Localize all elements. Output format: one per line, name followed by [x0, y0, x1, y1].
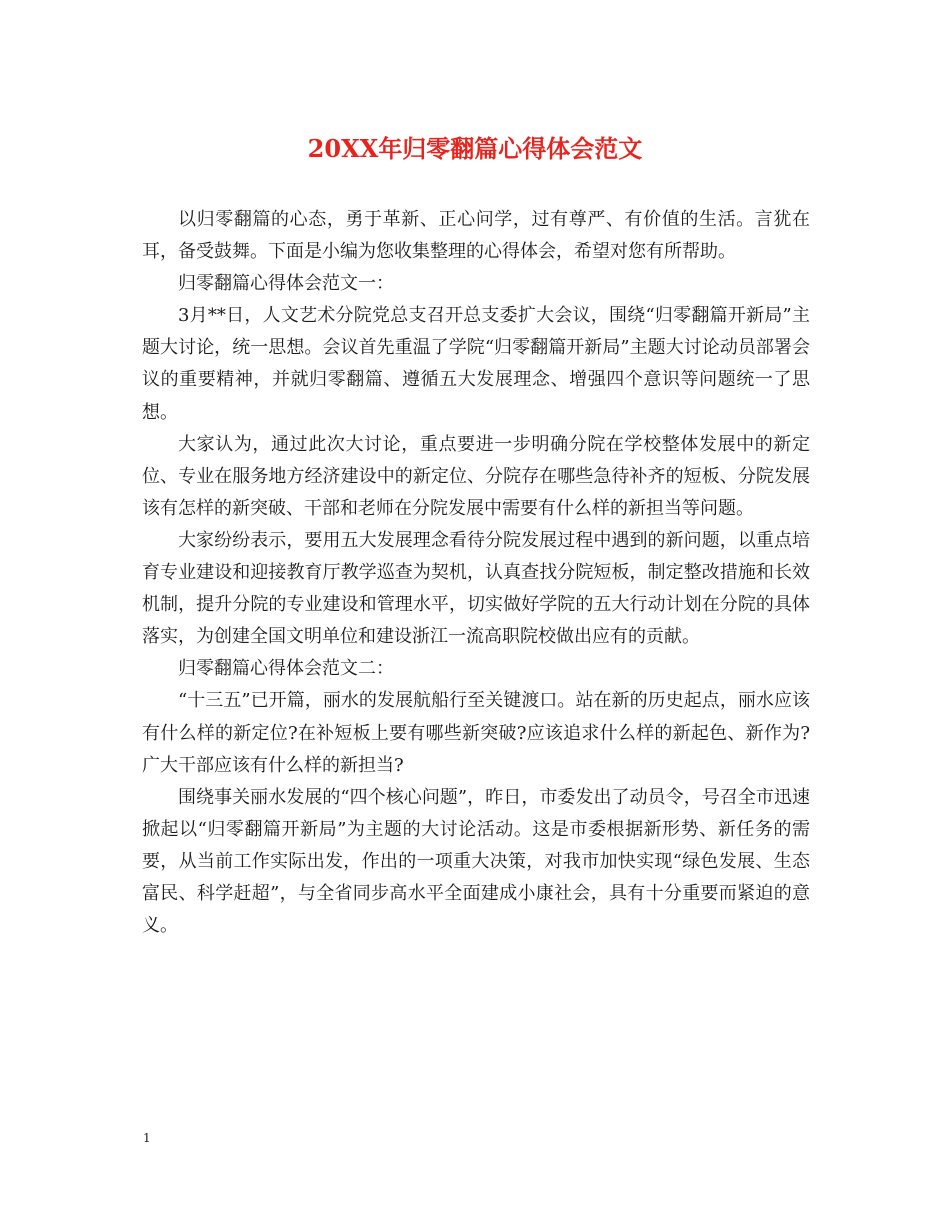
paragraph-intro: 以归零翻篇的心态，勇于革新、正心问学，过有尊严、有价值的生活。言犹在耳，备受鼓舞。下面是小编为您收集整理的心得体会，希望对您有所帮助。 — [142, 209, 810, 263]
paragraph: 大家认为，通过此次大讨论，重点要进一步明确分院在学校整体发展中的新定位、专业在服务地方经济建设中的新定位、分院存在哪些急待补齐的短板、分院发展该有怎样的新突破、干部和老师在分院发展中需要有什么样的新担当等问题。 — [142, 433, 810, 519]
paragraph: “十三五”已开篇，丽水的发展航船行至关键渡口。站在新的历史起点，丽水应该有什么样的新定位?在补短板上要有哪些新突破?应该追求什么样的新起色、新作为?广大干部应该有什么样的新担当? — [142, 690, 810, 776]
paragraph: 3月**日，人文艺术分院党总支召开总支委扩大会议，围绕“归零翻篇开新局”主题大讨论，统一思想。会议首先重温了学院“归零翻篇开新局”主题大讨论动员部署会议的重要精神，并就归零翻篇、遵循五大发展理念、增强四个意识等问题统一了思想。 — [142, 305, 810, 423]
section-heading-1: 归零翻篇心得体会范文一： — [178, 273, 394, 295]
document-body — [142, 204, 810, 942]
paragraph: 围绕事关丽水发展的“四个核心问题”，昨日，市委发出了动员令，号召全市迅速掀起以“归零翻篇开新局”为主题的大讨论活动。这是市委根据新形势、新任务的需要，从当前工作实际出发，作出的一项重大决策，对我市加快实现“绿色发展、生态富民、科学赶超”，与全省同步高水平全面建成小康社会，具有十分重要而紧迫的意义。 — [142, 786, 810, 937]
section-heading-2: 归零翻篇心得体会范文二： — [178, 658, 394, 680]
paragraph: 大家纷纷表示，要用五大发展理念看待分院发展过程中遇到的新问题，以重点培育专业建设和迎接教育厅教学巡查为契机，认真查找分院短板，制定整改措施和长效机制，提升分院的专业建设和管理水平，切实做好学院的五大行动计划在分院的具体落实，为创建全国文明单位和建设浙江一流高职院校做出应有的贡献。 — [142, 529, 810, 648]
document-title: 20XX年归零翻篇心得体会范文 — [307, 134, 643, 163]
page-number: 1 — [143, 1131, 151, 1145]
